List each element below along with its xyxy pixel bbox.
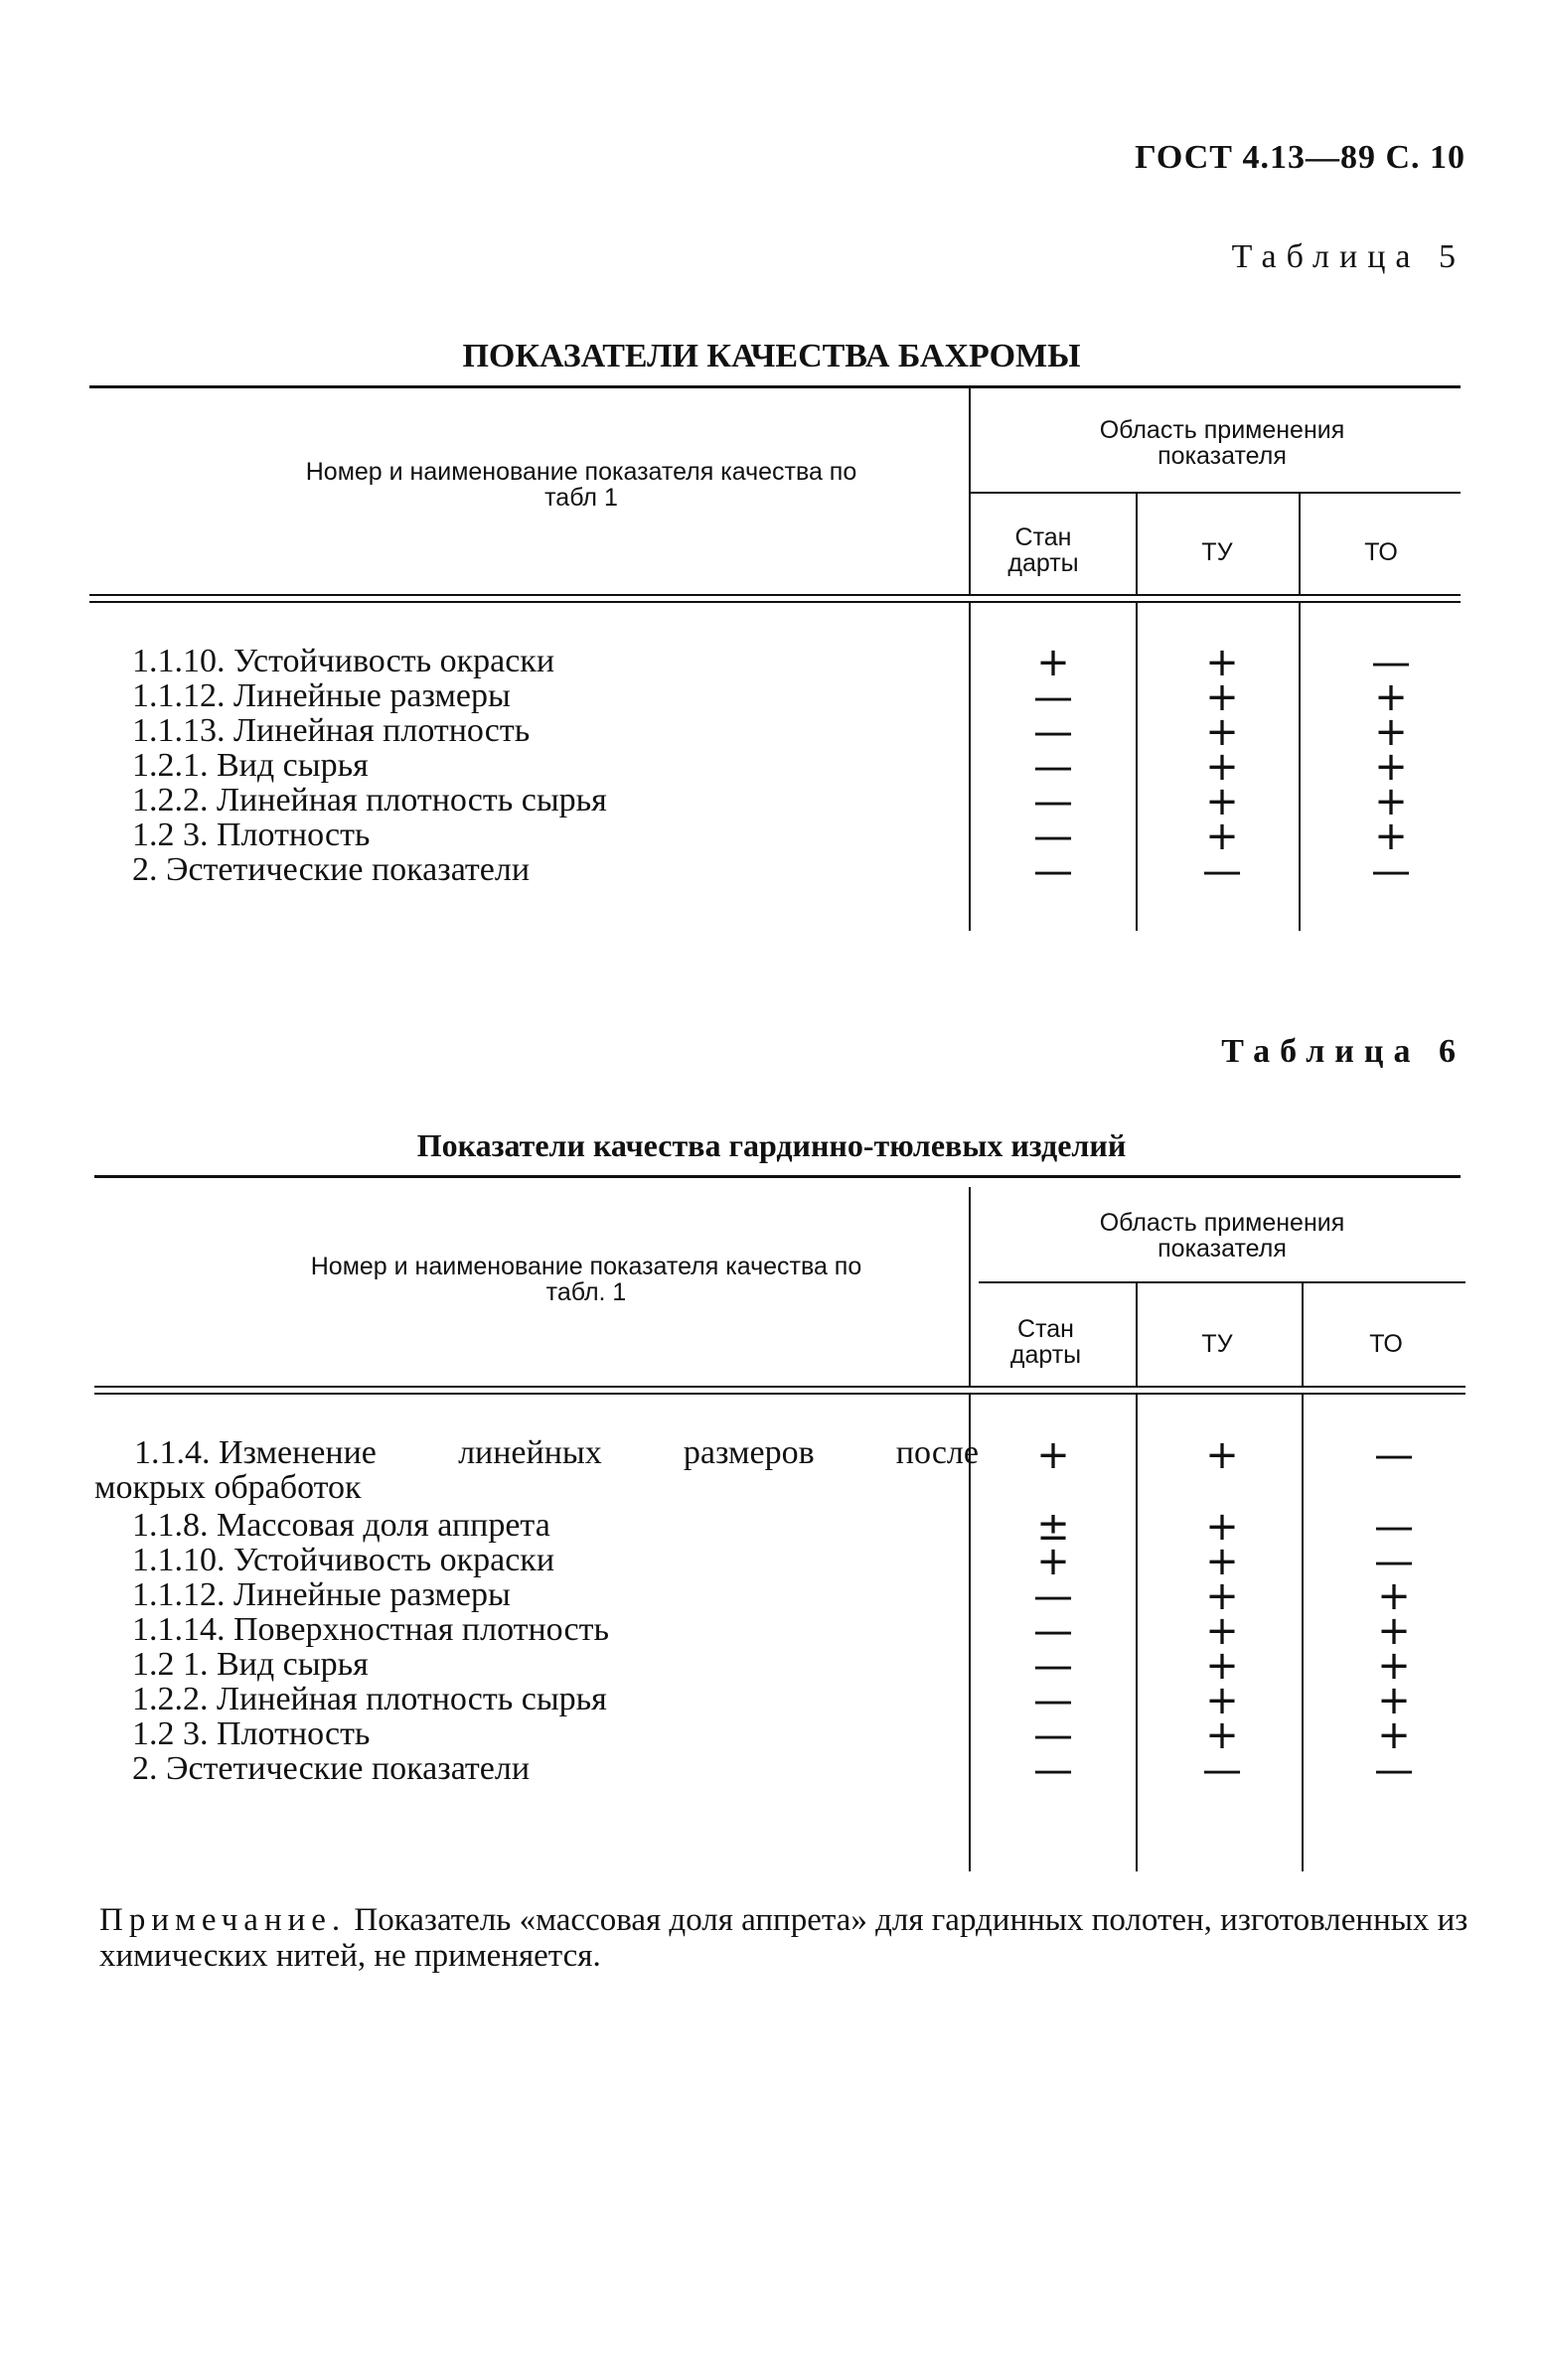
table-row: 1.1.10. Устойчивость окраски	[132, 1542, 555, 1578]
mark-std: —	[1033, 1573, 1073, 1619]
table-row: 1.1.14. Поверхностная плотность	[132, 1611, 609, 1648]
mark-std: —	[1033, 1712, 1073, 1758]
table-row	[134, 1435, 979, 1470]
table6-divider	[1302, 1395, 1304, 1871]
table6-col-scope-header: Область применения показателя	[1099, 1209, 1345, 1263]
mark-tu: +	[1205, 674, 1239, 720]
mark-std: —	[1033, 779, 1073, 824]
mark-tu: +	[1205, 640, 1239, 685]
mark-std: —	[1033, 1678, 1073, 1723]
table-row: 1.1.10. Устойчивость окраски	[132, 643, 555, 679]
table6-header-rule	[94, 1386, 1466, 1388]
table5-divider	[969, 603, 971, 931]
table5-col-name-header: Номер и наименование показателя качества по табл 1	[305, 458, 857, 512]
mark-std: —	[1033, 744, 1073, 790]
mark-to: —	[1374, 1747, 1414, 1793]
table5-top-rule	[89, 385, 1461, 388]
mark-to: +	[1374, 674, 1408, 720]
mark-std: —	[1033, 1643, 1073, 1689]
table6-label: Таблица 6	[1221, 1033, 1466, 1070]
table5-divider	[1299, 494, 1301, 594]
mark-tu: +	[1205, 744, 1239, 790]
table-row: 1.2.1. Вид сырья	[132, 747, 369, 784]
table5-col-std-header: Стан дарты	[1007, 523, 1079, 577]
table-row: 1.2.2. Линейная плотность сырья	[132, 782, 607, 818]
table-row: 1.2.2. Линейная плотность сырья	[132, 1681, 607, 1717]
table6-col-name-header: Номер и наименование показателя качества по табл. 1	[310, 1253, 862, 1306]
table-row: 1.1.8. Массовая доля аппрета	[132, 1507, 550, 1544]
mark-to: +	[1374, 779, 1408, 824]
mark-std: —	[1033, 709, 1073, 755]
table5-divider	[1136, 494, 1138, 594]
mark-std: +	[1036, 1539, 1070, 1584]
mark-tu: +	[1205, 1504, 1239, 1550]
mark-std: —	[1033, 1608, 1073, 1654]
table5-header-rule	[89, 601, 1461, 603]
table-row: 1.1.13. Линейная плотность	[132, 712, 531, 749]
document-reference: ГОСТ 4.13—89 С. 10	[1135, 139, 1466, 176]
table6-col-std-header: Стан дарты	[1009, 1315, 1082, 1369]
table-row: 1.2 1. Вид сырья	[132, 1646, 369, 1683]
mark-std: —	[1033, 814, 1073, 859]
mark-std: +	[1036, 1432, 1070, 1478]
mark-to: +	[1377, 1608, 1411, 1654]
mark-tu: +	[1205, 709, 1239, 755]
mark-tu: +	[1205, 1678, 1239, 1723]
mark-to: —	[1374, 1504, 1414, 1550]
row-text: размеров	[683, 1434, 815, 1471]
mark-std: —	[1033, 848, 1073, 894]
mark-to: +	[1377, 1678, 1411, 1723]
mark-tu: +	[1205, 1643, 1239, 1689]
mark-tu: +	[1205, 1573, 1239, 1619]
table6-divider	[1302, 1283, 1304, 1386]
mark-std: +	[1036, 640, 1070, 685]
table5-title: ПОКАЗАТЕЛИ КАЧЕСТВА БАХРОМЫ	[462, 338, 1081, 374]
note-text: Показатель «массовая доля аппрета» для гардинных полотен, изготовленных из химических нитей, не применяется.	[99, 1902, 1468, 1974]
table-row: 1.2 3. Плотность	[132, 817, 371, 853]
table-row: 2. Эстетические показатели	[132, 851, 531, 888]
mark-to: —	[1371, 640, 1411, 685]
mark-to: +	[1377, 1643, 1411, 1689]
table6-subheader-rule	[979, 1281, 1466, 1283]
table6-col-to-header: ТО	[1369, 1330, 1403, 1358]
table5-col-to-header: ТО	[1364, 538, 1398, 566]
table5-divider	[1299, 603, 1301, 931]
mark-std: ±	[1036, 1504, 1070, 1550]
mark-to: +	[1374, 744, 1408, 790]
table5-subheader-rule	[969, 492, 1461, 494]
table6-divider	[1136, 1395, 1138, 1871]
table5-label: Таблица 5	[1231, 238, 1466, 275]
table6-header-rule	[94, 1393, 1466, 1395]
table6-divider	[1136, 1283, 1138, 1386]
row-text: 1.1.4. Изменение	[134, 1434, 377, 1471]
row-continuation: мокрых обработок	[94, 1469, 362, 1506]
mark-tu: +	[1205, 814, 1239, 859]
table-row: 1.1.12. Линейные размеры	[132, 677, 511, 714]
table-row: 2. Эстетические показатели	[132, 1750, 531, 1787]
mark-to: +	[1374, 814, 1408, 859]
row-text: линейных	[458, 1434, 602, 1471]
mark-tu: +	[1205, 779, 1239, 824]
table-row: 1.1.12. Линейные размеры	[132, 1576, 511, 1613]
mark-tu: +	[1205, 1608, 1239, 1654]
table5-col-scope-header: Область применения показателя	[1099, 416, 1345, 470]
mark-std: —	[1033, 674, 1073, 720]
mark-to: +	[1377, 1712, 1411, 1758]
mark-to: —	[1374, 1539, 1414, 1584]
table6-col-tu-header: ТУ	[1201, 1330, 1233, 1358]
note-lead: Примечание.	[99, 1902, 347, 1938]
table5-divider	[1136, 603, 1138, 931]
table5-header-rule	[89, 594, 1461, 596]
table5-col-tu-header: ТУ	[1201, 538, 1233, 566]
mark-to: —	[1374, 1432, 1414, 1478]
mark-tu: +	[1205, 1712, 1239, 1758]
mark-tu: +	[1205, 1539, 1239, 1584]
table6-divider	[969, 1187, 971, 1386]
mark-std: —	[1033, 1747, 1073, 1793]
mark-to: —	[1371, 848, 1411, 894]
mark-tu: —	[1202, 848, 1242, 894]
table6-title: Показатели качества гардинно-тюлевых изделий	[416, 1127, 1127, 1163]
row-text: после	[895, 1434, 979, 1471]
mark-to: +	[1377, 1573, 1411, 1619]
mark-tu: —	[1202, 1747, 1242, 1793]
table-note	[99, 1902, 1470, 1974]
mark-to: +	[1374, 709, 1408, 755]
table6-top-rule	[94, 1175, 1461, 1178]
table5-divider	[969, 385, 971, 594]
mark-tu: +	[1205, 1432, 1239, 1478]
table-row: 1.2 3. Плотность	[132, 1715, 371, 1752]
